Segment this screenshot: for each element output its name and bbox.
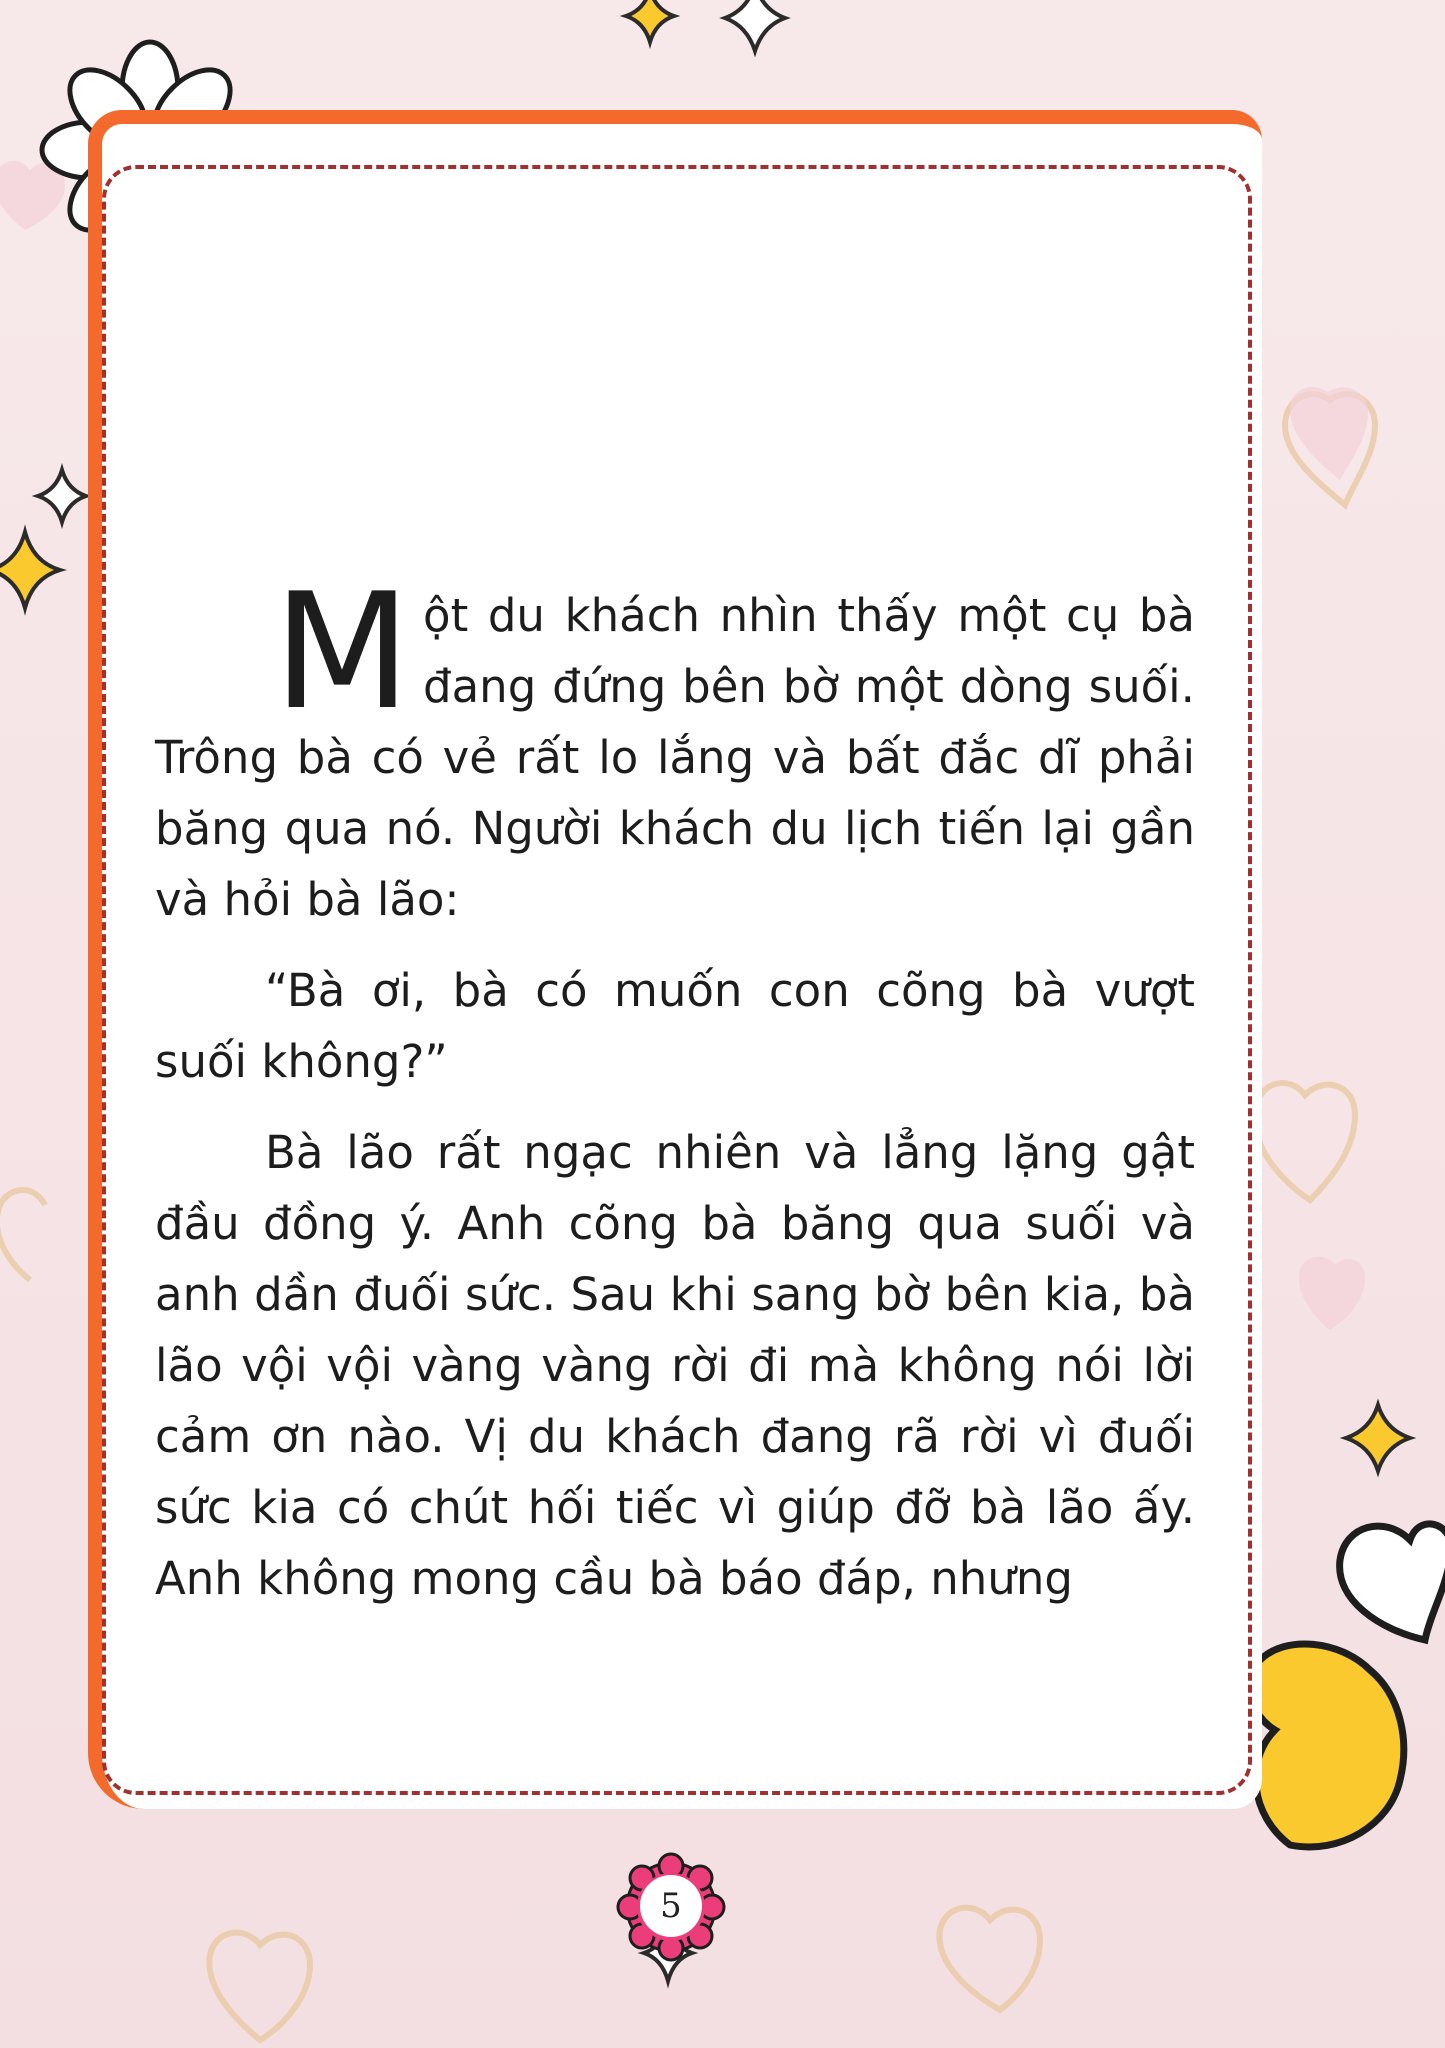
white-heart-icon: [1340, 1524, 1445, 1640]
heart-outline-icon: [0, 1190, 45, 1280]
sparkle-icon: [38, 470, 86, 522]
heart-outline-icon: [939, 1908, 1040, 2010]
sparkle-icon: [1346, 1405, 1410, 1471]
sparkle-icon: [626, 0, 674, 42]
heart-outline-icon: [1254, 1083, 1355, 1200]
story-paragraph: Bà lão rất ngạc nhiên và lẳng lặng gật đầu đồng ý. Anh cõng bà băng qua suối và anh dần đuối sức. Sau khi sang bờ bên kia, bà lão vội vội vàng vàng rời đi mà không nói lời cảm ơn nào. Vị du khách đang rã rời vì đuối sức kia có chút hối tiếc vì giúp đỡ bà lão ấy. Anh không mong cầu bà báo đáp, nhưng: [155, 1126, 1195, 1605]
yellow-heart-icon: [1249, 1644, 1403, 1847]
drop-cap: M: [273, 558, 412, 745]
sparkle-icon: [0, 532, 60, 608]
story-paragraph: [155, 558, 1195, 935]
story-text: [155, 558, 1195, 1614]
sparkle-icon: [725, 0, 785, 51]
story-paragraph-text: ột du khách nhìn thấy một cụ bà đang đứng bên bờ một dòng suối. Trông bà có vẻ rất lo lắng và bất đắc dĩ phải băng qua nó. Người khách du lịch tiến lại gần và hỏi bà lão:: [155, 589, 1195, 926]
page-number: 5: [640, 1875, 702, 1937]
heart-icon: [1299, 1257, 1365, 1330]
heart-outline-icon: [209, 1933, 310, 2040]
story-paragraph: “Bà ơi, bà có muốn con cõng bà vượt suối không?”: [155, 964, 1195, 1088]
